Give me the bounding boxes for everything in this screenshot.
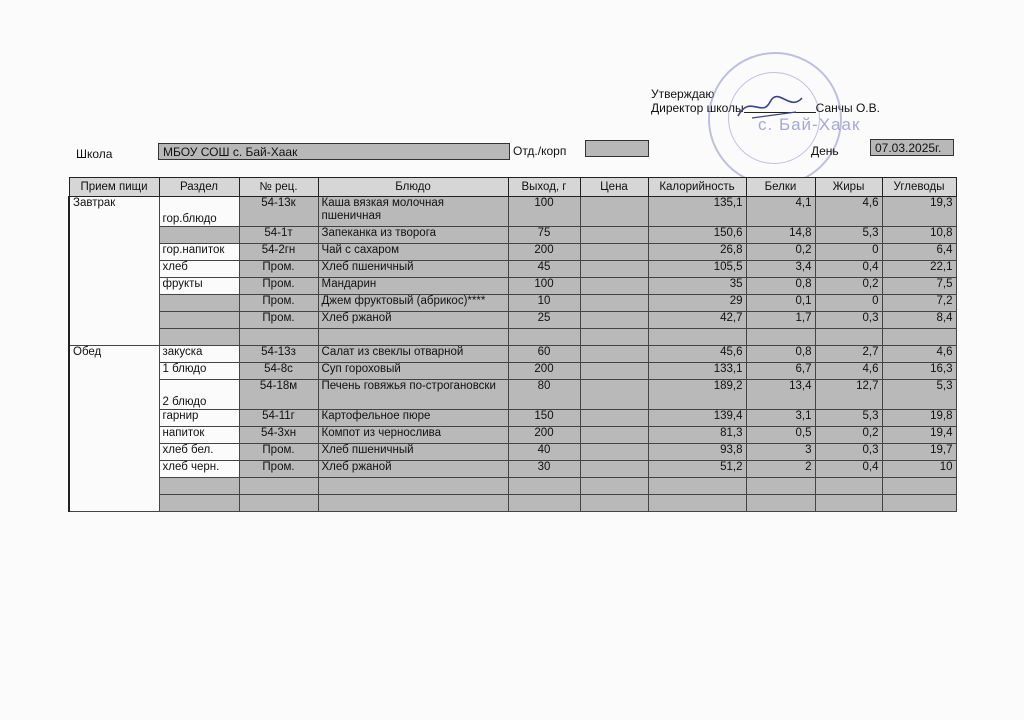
empty-cell	[648, 478, 746, 495]
table-row	[69, 295, 956, 312]
calories-cell: 150,6	[648, 227, 746, 244]
protein-cell: 0,8	[746, 346, 815, 363]
output-cell: 75	[508, 227, 580, 244]
col-header: Белки	[746, 178, 815, 197]
section-cell: гор.блюдо	[159, 197, 239, 227]
price-cell	[580, 295, 648, 312]
empty-cell	[580, 495, 648, 512]
recipe-number-cell: 54-1т	[239, 227, 318, 244]
approval-title: Утверждаю	[651, 87, 715, 101]
carbs-cell: 7,2	[882, 295, 956, 312]
school-label: Школа	[76, 147, 113, 161]
price-cell	[580, 227, 648, 244]
dish-cell: Каша вязкая молочная пшеничная	[318, 197, 508, 227]
calories-cell: 139,4	[648, 410, 746, 427]
price-cell	[580, 444, 648, 461]
carbs-cell: 19,4	[882, 427, 956, 444]
output-cell: 45	[508, 261, 580, 278]
empty-cell	[508, 495, 580, 512]
empty-cell	[318, 495, 508, 512]
empty-cell	[580, 478, 648, 495]
price-cell	[580, 380, 648, 410]
empty-cell	[159, 495, 239, 512]
output-cell: 200	[508, 244, 580, 261]
carbs-cell: 10	[882, 461, 956, 478]
fat-cell: 0,2	[815, 427, 882, 444]
dish-cell: Запеканка из творога	[318, 227, 508, 244]
protein-cell: 2	[746, 461, 815, 478]
table-header-row	[69, 178, 956, 197]
calories-cell: 35	[648, 278, 746, 295]
calories-cell: 189,2	[648, 380, 746, 410]
carbs-cell: 16,3	[882, 363, 956, 380]
empty-cell	[508, 478, 580, 495]
recipe-number-cell: Пром.	[239, 461, 318, 478]
section-cell: хлеб черн.	[159, 461, 239, 478]
fat-cell: 5,3	[815, 227, 882, 244]
calories-cell: 51,2	[648, 461, 746, 478]
protein-cell: 0,1	[746, 295, 815, 312]
section-cell	[159, 227, 239, 244]
empty-cell	[746, 478, 815, 495]
calories-cell: 93,8	[648, 444, 746, 461]
col-header: Калорийность	[648, 178, 746, 197]
table-row	[69, 444, 956, 461]
table-row	[69, 261, 956, 278]
dept-field	[585, 140, 649, 157]
dish-cell: Хлеб ржаной	[318, 461, 508, 478]
price-cell	[580, 261, 648, 278]
protein-cell: 14,8	[746, 227, 815, 244]
section-cell: 1 блюдо	[159, 363, 239, 380]
calories-cell: 42,7	[648, 312, 746, 329]
carbs-cell: 22,1	[882, 261, 956, 278]
empty-cell	[580, 329, 648, 346]
carbs-cell: 7,5	[882, 278, 956, 295]
dish-cell: Компот из чернослива	[318, 427, 508, 444]
carbs-cell: 19,8	[882, 410, 956, 427]
protein-cell: 3	[746, 444, 815, 461]
output-cell: 200	[508, 427, 580, 444]
empty-cell	[815, 478, 882, 495]
price-cell	[580, 244, 648, 261]
fat-cell: 5,3	[815, 410, 882, 427]
section-cell: 2 блюдо	[159, 380, 239, 410]
empty-cell	[815, 495, 882, 512]
table-row	[69, 380, 956, 410]
calories-cell: 135,1	[648, 197, 746, 227]
output-cell: 150	[508, 410, 580, 427]
dish-cell: Хлеб пшеничный	[318, 444, 508, 461]
price-cell	[580, 427, 648, 444]
table-row	[69, 197, 956, 227]
empty-row	[69, 329, 956, 346]
dish-cell: Печень говяжья по-строгановски	[318, 380, 508, 410]
empty-cell	[648, 329, 746, 346]
meal-name-cell: Обед	[69, 346, 159, 512]
empty-cell	[882, 478, 956, 495]
price-cell	[580, 312, 648, 329]
empty-cell	[159, 329, 239, 346]
table-row	[69, 346, 956, 363]
dish-cell: Картофельное пюре	[318, 410, 508, 427]
table-row	[69, 410, 956, 427]
recipe-number-cell: 54-18м	[239, 380, 318, 410]
table-row	[69, 278, 956, 295]
recipe-number-cell: 54-13к	[239, 197, 318, 227]
empty-cell	[318, 329, 508, 346]
section-cell	[159, 312, 239, 329]
output-cell: 60	[508, 346, 580, 363]
fat-cell: 0,3	[815, 312, 882, 329]
school-field: МБОУ СОШ с. Бай-Хаак	[158, 143, 510, 160]
table-row	[69, 244, 956, 261]
director-name: Санчы О.В.	[815, 101, 880, 115]
table-row	[69, 227, 956, 244]
protein-cell: 3,4	[746, 261, 815, 278]
price-cell	[580, 363, 648, 380]
section-cell: гор.напиток	[159, 244, 239, 261]
meal-name-cell: Завтрак	[69, 197, 159, 346]
fat-cell: 4,6	[815, 197, 882, 227]
fat-cell: 4,6	[815, 363, 882, 380]
recipe-number-cell: 54-2гн	[239, 244, 318, 261]
calories-cell: 45,6	[648, 346, 746, 363]
calories-cell: 105,5	[648, 261, 746, 278]
empty-cell	[648, 495, 746, 512]
fat-cell: 0,4	[815, 261, 882, 278]
output-cell: 25	[508, 312, 580, 329]
empty-cell	[882, 495, 956, 512]
empty-cell	[159, 478, 239, 495]
price-cell	[580, 346, 648, 363]
empty-cell	[746, 329, 815, 346]
output-cell: 80	[508, 380, 580, 410]
recipe-number-cell: 54-8с	[239, 363, 318, 380]
col-header: Прием пищи	[69, 178, 159, 197]
empty-cell	[508, 329, 580, 346]
col-header: Жиры	[815, 178, 882, 197]
price-cell	[580, 410, 648, 427]
fat-cell: 2,7	[815, 346, 882, 363]
dish-cell: Хлеб ржаной	[318, 312, 508, 329]
section-cell: фрукты	[159, 278, 239, 295]
fat-cell: 0,3	[815, 444, 882, 461]
stamp-text: с. Бай-Хаак	[758, 115, 861, 134]
protein-cell: 4,1	[746, 197, 815, 227]
output-cell: 30	[508, 461, 580, 478]
empty-cell	[318, 478, 508, 495]
fat-cell: 0,4	[815, 461, 882, 478]
dept-label: Отд./корп	[513, 144, 567, 158]
col-header: Углеводы	[882, 178, 956, 197]
empty-row	[69, 478, 956, 495]
section-cell: напиток	[159, 427, 239, 444]
recipe-number-cell: 54-3хн	[239, 427, 318, 444]
recipe-number-cell: Пром.	[239, 312, 318, 329]
fat-cell: 0	[815, 295, 882, 312]
col-header: Выход, г	[508, 178, 580, 197]
output-cell: 40	[508, 444, 580, 461]
col-header: № рец.	[239, 178, 318, 197]
calories-cell: 133,1	[648, 363, 746, 380]
calories-cell: 26,8	[648, 244, 746, 261]
section-cell: гарнир	[159, 410, 239, 427]
table-row	[69, 363, 956, 380]
protein-cell: 3,1	[746, 410, 815, 427]
carbs-cell: 10,8	[882, 227, 956, 244]
menu-table	[68, 177, 957, 512]
output-cell: 100	[508, 197, 580, 227]
section-cell	[159, 295, 239, 312]
output-cell: 10	[508, 295, 580, 312]
dish-cell: Хлеб пшеничный	[318, 261, 508, 278]
output-cell: 100	[508, 278, 580, 295]
calories-cell: 81,3	[648, 427, 746, 444]
carbs-cell: 5,3	[882, 380, 956, 410]
table-row	[69, 427, 956, 444]
carbs-cell: 6,4	[882, 244, 956, 261]
carbs-cell: 8,4	[882, 312, 956, 329]
table-row	[69, 312, 956, 329]
section-cell: хлеб бел.	[159, 444, 239, 461]
empty-cell	[239, 495, 318, 512]
day-field: 07.03.2025г.	[870, 139, 954, 156]
recipe-number-cell: 54-13з	[239, 346, 318, 363]
empty-cell	[882, 329, 956, 346]
carbs-cell: 19,3	[882, 197, 956, 227]
fat-cell: 0	[815, 244, 882, 261]
recipe-number-cell: Пром.	[239, 295, 318, 312]
table-row	[69, 461, 956, 478]
calories-cell: 29	[648, 295, 746, 312]
price-cell	[580, 197, 648, 227]
recipe-number-cell: Пром.	[239, 278, 318, 295]
empty-cell	[746, 495, 815, 512]
col-header: Цена	[580, 178, 648, 197]
dish-cell: Мандарин	[318, 278, 508, 295]
dish-cell: Салат из свеклы отварной	[318, 346, 508, 363]
section-cell: хлеб	[159, 261, 239, 278]
protein-cell: 13,4	[746, 380, 815, 410]
carbs-cell: 19,7	[882, 444, 956, 461]
protein-cell: 0,8	[746, 278, 815, 295]
price-cell	[580, 461, 648, 478]
recipe-number-cell: Пром.	[239, 444, 318, 461]
recipe-number-cell: 54-11г	[239, 410, 318, 427]
dish-cell: Суп гороховый	[318, 363, 508, 380]
empty-cell	[815, 329, 882, 346]
protein-cell: 0,2	[746, 244, 815, 261]
empty-row	[69, 495, 956, 512]
fat-cell: 0,2	[815, 278, 882, 295]
carbs-cell: 4,6	[882, 346, 956, 363]
day-label: День	[811, 144, 839, 158]
dish-cell: Джем фруктовый (абрикос)****	[318, 295, 508, 312]
section-cell: закуска	[159, 346, 239, 363]
protein-cell: 1,7	[746, 312, 815, 329]
empty-cell	[239, 329, 318, 346]
recipe-number-cell: Пром.	[239, 261, 318, 278]
fat-cell: 12,7	[815, 380, 882, 410]
col-header: Блюдо	[318, 178, 508, 197]
director-label: Директор школы	[651, 101, 744, 115]
price-cell	[580, 278, 648, 295]
col-header: Раздел	[159, 178, 239, 197]
protein-cell: 0,5	[746, 427, 815, 444]
protein-cell: 6,7	[746, 363, 815, 380]
empty-cell	[239, 478, 318, 495]
dish-cell: Чай с сахаром	[318, 244, 508, 261]
output-cell: 200	[508, 363, 580, 380]
